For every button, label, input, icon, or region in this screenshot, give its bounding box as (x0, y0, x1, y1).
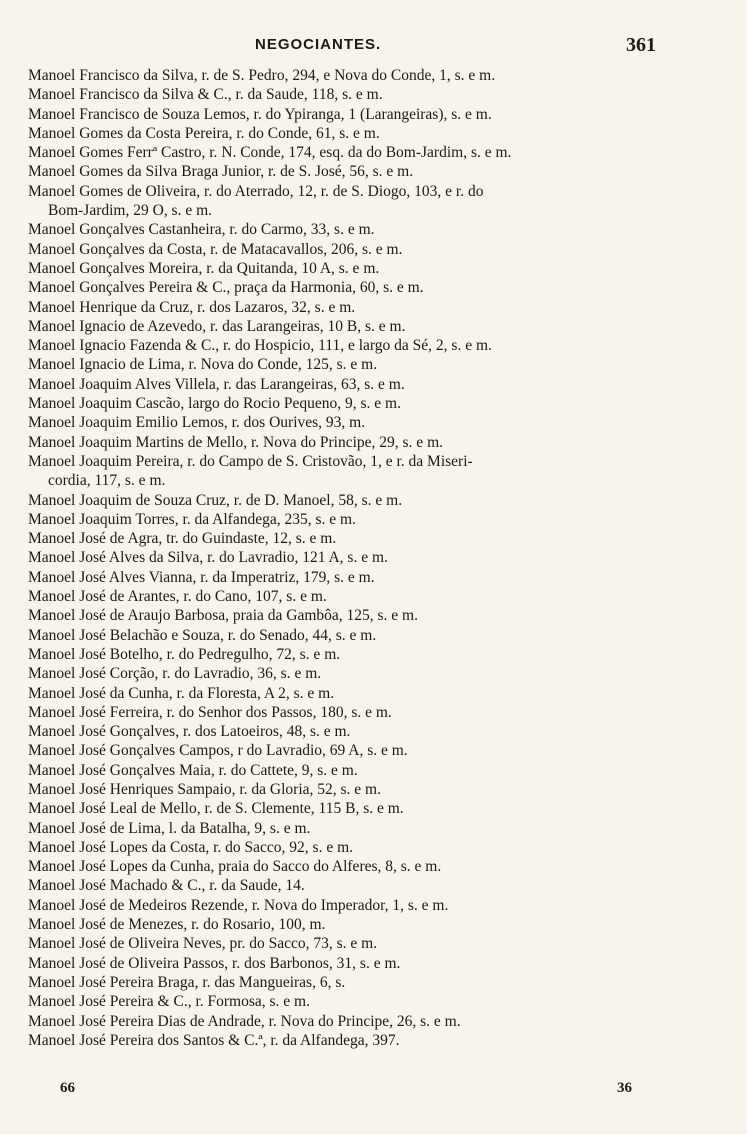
page-footer (0, 1080, 747, 1104)
list-item (28, 240, 668, 259)
entry-line: Manoel José Alves Vianna, r. da Imperatriz, 179, s. e m. (28, 568, 375, 586)
entry-line: Manoel Joaquim Martins de Mello, r. Nova do Principe, 29, s. e m. (28, 433, 443, 451)
list-item (28, 876, 668, 895)
merchant-list (28, 66, 668, 1050)
list-item (28, 626, 668, 645)
page-number: 361 (626, 34, 656, 56)
entry-line: Manoel Gomes Ferrª Castro, r. N. Conde, 174, esq. da do Bom-Jardim, s. e m. (28, 144, 512, 162)
entry-line: Manoel Gomes da Costa Pereira, r. do Conde, 61, s. e m. (28, 124, 380, 142)
list-item (28, 317, 668, 336)
list-item (28, 259, 668, 278)
list-item (28, 645, 668, 664)
entry-line: Manoel Francisco de Souza Lemos, r. do Ypiranga, 1 (Larangeiras), s. e m. (28, 105, 492, 123)
list-item (28, 1031, 668, 1050)
list-item (28, 433, 668, 452)
list-item (28, 973, 668, 992)
list-item (28, 703, 668, 722)
list-item (28, 954, 668, 973)
entry-line: Manoel Joaquim de Souza Cruz, r. de D. Manoel, 58, s. e m. (28, 491, 403, 509)
entry-line: Manoel Gomes de Oliveira, r. do Aterrado, 12, r. de S. Diogo, 103, e r. do (28, 182, 484, 200)
entry-line: Manoel José de Menezes, r. do Rosario, 100, m. (28, 916, 326, 934)
list-item (28, 780, 668, 799)
entry-line: Manoel José de Agra, tr. do Guindaste, 12, s. e m. (28, 530, 337, 548)
page-title: NEGOCIANTES. (255, 36, 382, 53)
entry-line: Manoel José Pereira & C., r. Formosa, s. e m. (28, 993, 310, 1011)
entry-line: Manoel Joaquim Torres, r. da Alfandega, 235, s. e m. (28, 510, 356, 528)
list-item (28, 124, 668, 143)
entry-line: Manoel Joaquim Cascão, largo do Rocio Pequeno, 9, s. e m. (28, 395, 401, 413)
entry-line: Manoel Francisco da Silva, r. de S. Pedro, 294, e Nova do Conde, 1, s. e m. (28, 67, 496, 84)
entry-line: Manoel José Gonçalves Maia, r. do Cattete, 9, s. e m. (28, 761, 358, 779)
entry-line: Manoel Francisco da Silva & C., r. da Saude, 118, s. e m. (28, 86, 383, 104)
entry-line: Manoel José Lopes da Costa, r. do Sacco, 92, s. e m. (28, 838, 354, 856)
list-item (28, 66, 668, 85)
entry-line: Manoel Ignacio Fazenda & C., r. do Hospicio, 111, e largo da Sé, 2, s. e m. (28, 337, 492, 355)
list-item (28, 336, 668, 355)
list-item (28, 548, 668, 567)
entry-line: Manoel José de Araujo Barbosa, praia da Gambôa, 125, s. e m. (28, 607, 418, 625)
entry-line: Manoel Gonçalves da Costa, r. de Matacavallos, 206, s. e m. (28, 240, 403, 258)
list-item (28, 182, 668, 221)
entry-line: Manoel Joaquim Alves Villela, r. das Larangeiras, 63, s. e m. (28, 375, 405, 393)
list-item (28, 606, 668, 625)
list-item (28, 684, 668, 703)
entry-line: Manoel José da Cunha, r. da Floresta, A 2, s. e m. (28, 684, 335, 702)
entry-line: Manoel José Pereira Braga, r. das Mangueiras, 6, s. (28, 973, 346, 991)
list-item (28, 857, 668, 876)
list-item (28, 278, 668, 297)
entry-line: Manoel Joaquim Pereira, r. do Campo de S. Cristovão, 1, e r. da Miseri- (28, 452, 473, 470)
entry-line: Manoel José Pereira dos Santos & C.ª, r. da Alfandega, 397. (28, 1031, 400, 1049)
entry-line: Manoel José Belachão e Souza, r. do Senado, 44, s. e m. (28, 626, 377, 644)
list-item (28, 220, 668, 239)
entry-line: Manoel José Ferreira, r. do Senhor dos Passos, 180, s. e m. (28, 703, 392, 721)
entry-line: Manoel Ignacio de Lima, r. Nova do Conde, 125, s. e m. (28, 356, 378, 374)
list-item (28, 491, 668, 510)
list-item (28, 143, 668, 162)
entry-line: Manoel Gonçalves Pereira & C., praça da Harmonia, 60, s. e m. (28, 279, 424, 297)
list-item (28, 664, 668, 683)
entry-line: Manoel José Corção, r. do Lavradio, 36, s. e m. (28, 665, 322, 683)
signature-mark-left: 66 (60, 1080, 75, 1096)
entry-line: Manoel José de Oliveira Neves, pr. do Sacco, 73, s. e m. (28, 935, 378, 953)
list-item (28, 741, 668, 760)
signature-mark-right: 36 (617, 1080, 632, 1096)
entry-line: Manoel José Leal de Mello, r. de S. Clemente, 115 B, s. e m. (28, 800, 404, 818)
entry-continuation: cordia, 117, s. e m. (48, 472, 166, 490)
list-item (28, 298, 668, 317)
entry-line: Manoel Gonçalves Castanheira, r. do Carmo, 33, s. e m. (28, 221, 375, 239)
entry-line: Manoel José de Oliveira Passos, r. dos Barbonos, 31, s. e m. (28, 954, 401, 972)
entry-line: Manoel José Gonçalves Campos, r do Lavradio, 69 A, s. e m. (28, 742, 408, 760)
list-item (28, 394, 668, 413)
entry-continuation: Bom-Jardim, 29 O, s. e m. (48, 202, 213, 220)
list-item (28, 375, 668, 394)
list-item (28, 355, 668, 374)
entry-line: Manoel Ignacio de Azevedo, r. das Larangeiras, 10 B, s. e m. (28, 317, 406, 335)
list-item (28, 568, 668, 587)
entry-line: Manoel José Alves da Silva, r. do Lavradio, 121 A, s. e m. (28, 549, 388, 567)
list-item (28, 896, 668, 915)
entry-line: Manoel Gomes da Silva Braga Junior, r. de S. José, 56, s. e m. (28, 163, 414, 181)
entry-line: Manoel José Gonçalves, r. dos Latoeiros, 48, s. e m. (28, 723, 351, 741)
list-item (28, 992, 668, 1011)
entry-line: Manoel José Lopes da Cunha, praia do Sacco do Alferes, 8, s. e m. (28, 858, 442, 876)
entry-line: Manoel José Machado & C., r. da Saude, 14. (28, 877, 305, 895)
entry-line: Manoel Henrique da Cruz, r. dos Lazaros, 32, s. e m. (28, 298, 356, 316)
list-item (28, 85, 668, 104)
list-item (28, 529, 668, 548)
list-item (28, 915, 668, 934)
list-item (28, 587, 668, 606)
list-item (28, 162, 668, 181)
entry-line: Manoel José de Medeiros Rezende, r. Nova do Imperador, 1, s. e m. (28, 896, 449, 914)
list-item (28, 819, 668, 838)
list-item (28, 934, 668, 953)
entry-line: Manoel Joaquim Emilio Lemos, r. dos Ourives, 93, m. (28, 414, 366, 432)
list-item (28, 761, 668, 780)
page-header (0, 34, 747, 64)
list-item (28, 413, 668, 432)
entry-line: Manoel José de Arantes, r. do Cano, 107, s. e m. (28, 588, 327, 606)
entry-line: Manoel Gonçalves Moreira, r. da Quitanda, 10 A, s. e m. (28, 259, 380, 277)
entry-line: Manoel José Botelho, r. do Pedregulho, 72, s. e m. (28, 645, 341, 663)
list-item (28, 722, 668, 741)
list-item (28, 799, 668, 818)
entry-line: Manoel José Henriques Sampaio, r. da Gloria, 52, s. e m. (28, 780, 381, 798)
list-item (28, 452, 668, 491)
entry-line: Manoel José Pereira Dias de Andrade, r. Nova do Principe, 26, s. e m. (28, 1012, 461, 1030)
entry-line: Manoel José de Lima, l. da Batalha, 9, s. e m. (28, 819, 311, 837)
list-item (28, 838, 668, 857)
list-item (28, 105, 668, 124)
list-item (28, 1012, 668, 1031)
list-item (28, 510, 668, 529)
